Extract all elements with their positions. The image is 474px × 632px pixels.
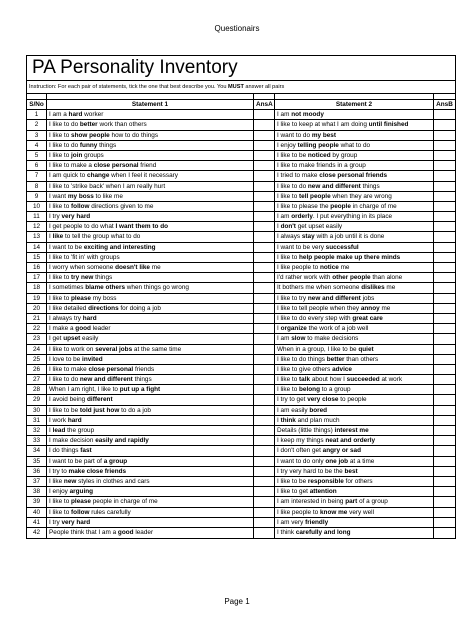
statement-2-cell: When in a group, I like to be quiet — [275, 345, 434, 354]
answer-a-cell[interactable] — [254, 406, 275, 415]
answer-a-cell[interactable] — [254, 375, 275, 384]
answer-b-cell[interactable] — [434, 182, 455, 191]
statement-1-cell: I like to make close personal friends — [47, 365, 254, 374]
row-number: 12 — [27, 222, 47, 231]
answer-a-cell[interactable] — [254, 355, 275, 364]
answer-a-cell[interactable] — [254, 192, 275, 201]
row-number: 37 — [27, 477, 47, 486]
answer-b-cell[interactable] — [434, 283, 455, 292]
table-row — [27, 283, 455, 293]
statement-2-cell: I like to give others advice — [275, 365, 434, 374]
statement-1-cell: I want to be exciting and interesting — [47, 243, 254, 252]
statement-1-cell: I try very hard — [47, 212, 254, 221]
statement-2-cell: I keep my things neat and orderly — [275, 436, 434, 445]
row-number: 20 — [27, 304, 47, 313]
answer-b-cell[interactable] — [434, 385, 455, 394]
answer-b-cell[interactable] — [434, 497, 455, 506]
answer-a-cell[interactable] — [254, 212, 275, 221]
answer-b-cell[interactable] — [434, 406, 455, 415]
statement-2-cell: I like to tell people when they annoy me — [275, 304, 434, 313]
statement-2-cell: I try very hard to be the best — [275, 467, 434, 476]
answer-a-cell[interactable] — [254, 263, 275, 272]
table-row — [27, 141, 455, 151]
statement-2-cell: I like to help people make up there minds — [275, 253, 434, 262]
answer-b-cell[interactable] — [434, 375, 455, 384]
answer-a-cell[interactable] — [254, 518, 275, 527]
statement-1-cell: I am quick to change when I feel it necessary — [47, 171, 254, 180]
table-row — [27, 345, 455, 355]
statement-2-cell: It bothers me when someone dislikes me — [275, 283, 434, 292]
answer-a-cell[interactable] — [254, 243, 275, 252]
statement-1-cell: I enjoy arguing — [47, 487, 254, 496]
row-number: 33 — [27, 436, 47, 445]
answer-b-cell[interactable] — [434, 131, 455, 140]
table-row — [27, 120, 455, 130]
statement-1-cell: I always try hard — [47, 314, 254, 323]
statement-1-cell: I like to follow rules carefully — [47, 508, 254, 517]
statement-1-cell: When I am right, I like to put up a fight — [47, 385, 254, 394]
statement-1-cell: I get upset easily — [47, 334, 254, 343]
table-row — [27, 477, 455, 487]
answer-a-cell[interactable] — [254, 171, 275, 180]
statement-2-cell: I try to get very close to people — [275, 395, 434, 404]
row-number: 3 — [27, 131, 47, 140]
statement-2-cell: I like to tell people when they are wrong — [275, 192, 434, 201]
row-number: 40 — [27, 508, 47, 517]
statement-1-cell: I like to do better work than others — [47, 120, 254, 129]
statement-2-cell: I want to do only one job at a time — [275, 457, 434, 466]
table-row — [27, 243, 455, 253]
row-number: 6 — [27, 161, 47, 170]
table-row — [27, 273, 455, 283]
row-number: 11 — [27, 212, 47, 221]
table-row — [27, 314, 455, 324]
answer-b-cell[interactable] — [434, 446, 455, 455]
statement-2-cell: I think carefully and long — [275, 528, 434, 538]
table-row — [27, 436, 455, 446]
answer-a-cell[interactable] — [254, 232, 275, 241]
table-row — [27, 355, 455, 365]
answer-a-cell[interactable] — [254, 161, 275, 170]
answer-a-cell[interactable] — [254, 222, 275, 231]
statement-1-cell: I avoid being different — [47, 395, 254, 404]
statement-2-cell: I don't often get angry or sad — [275, 446, 434, 455]
statement-1-cell: I like to 'strike back' when I am really hurt — [47, 182, 254, 191]
statement-2-cell: I am orderly. I put everything in its place — [275, 212, 434, 221]
answer-b-cell[interactable] — [434, 120, 455, 129]
answer-b-cell[interactable] — [434, 212, 455, 221]
statement-2-cell: I'd rather work with other people than alone — [275, 273, 434, 282]
answer-b-cell[interactable] — [434, 334, 455, 343]
statement-2-cell: Details (little things) interest me — [275, 426, 434, 435]
table-row — [27, 171, 455, 181]
table-row — [27, 334, 455, 344]
inventory-table — [26, 55, 456, 539]
statement-2-cell: I am not moody — [275, 110, 434, 119]
table-row — [27, 416, 455, 426]
answer-b-cell[interactable] — [434, 416, 455, 425]
statement-1-cell: I want to be part of a group — [47, 457, 254, 466]
answer-b-cell[interactable] — [434, 232, 455, 241]
statement-2-cell: I like to do new and different things — [275, 182, 434, 191]
answer-a-cell[interactable] — [254, 151, 275, 160]
answer-b-cell[interactable] — [434, 253, 455, 262]
answer-b-cell[interactable] — [434, 263, 455, 272]
table-body — [27, 110, 455, 538]
header-sno: S/No — [27, 100, 47, 109]
statement-1-cell: I like to try new things — [47, 273, 254, 282]
statement-1-cell: I like to tell the group what to do — [47, 232, 254, 241]
answer-a-cell[interactable] — [254, 334, 275, 343]
row-number: 24 — [27, 345, 47, 354]
statement-1-cell: I work hard — [47, 416, 254, 425]
row-number: 25 — [27, 355, 47, 364]
answer-a-cell[interactable] — [254, 141, 275, 150]
row-number: 10 — [27, 202, 47, 211]
statement-2-cell: I like to make friends in a group — [275, 161, 434, 170]
statement-2-cell: I like to do every step with great care — [275, 314, 434, 323]
statement-1-cell: I worry when someone doesn't like me — [47, 263, 254, 272]
statement-1-cell: I make decision easily and rapidly — [47, 436, 254, 445]
header-statement-1: Statement 1 — [47, 100, 254, 109]
answer-b-cell[interactable] — [434, 457, 455, 466]
table-row — [27, 202, 455, 212]
statement-2-cell: I like to talk about how I succeeded at work — [275, 375, 434, 384]
answer-b-cell[interactable] — [434, 110, 455, 119]
row-number: 28 — [27, 385, 47, 394]
row-number: 30 — [27, 406, 47, 415]
answer-b-cell[interactable] — [434, 314, 455, 323]
row-number: 42 — [27, 528, 47, 538]
statement-1-cell: I like to join groups — [47, 151, 254, 160]
answer-a-cell[interactable] — [254, 131, 275, 140]
row-number: 31 — [27, 416, 47, 425]
answer-b-cell[interactable] — [434, 426, 455, 435]
table-row — [27, 182, 455, 192]
statement-1-cell: I sometimes blame others when things go wrong — [47, 283, 254, 292]
header-ans-b: AnsB — [436, 101, 453, 108]
answer-b-cell[interactable] — [434, 294, 455, 303]
answer-b-cell[interactable] — [434, 273, 455, 282]
statement-2-cell: I like to keep at what I am doing until finished — [275, 120, 434, 129]
row-number: 17 — [27, 273, 47, 282]
statement-2-cell: I like to belong to a group — [275, 385, 434, 394]
statement-1-cell: I am a hard worker — [47, 110, 254, 119]
answer-a-cell[interactable] — [254, 497, 275, 506]
table-row — [27, 518, 455, 528]
table-row — [27, 446, 455, 456]
answer-a-cell[interactable] — [254, 385, 275, 394]
answer-a-cell[interactable] — [254, 283, 275, 292]
table-row — [27, 508, 455, 518]
row-number: 9 — [27, 192, 47, 201]
answer-b-cell[interactable] — [434, 395, 455, 404]
row-number: 38 — [27, 487, 47, 496]
answer-b-cell[interactable] — [434, 324, 455, 333]
answer-b-cell[interactable] — [434, 467, 455, 476]
table-row — [27, 253, 455, 263]
row-number: 22 — [27, 324, 47, 333]
table-row — [27, 110, 455, 120]
answer-a-cell[interactable] — [254, 253, 275, 262]
row-number: 23 — [27, 334, 47, 343]
answer-a-cell[interactable] — [254, 273, 275, 282]
page-header: Questionairs — [214, 24, 260, 33]
row-number: 27 — [27, 375, 47, 384]
row-number: 4 — [27, 141, 47, 150]
statement-1-cell: I lead the group — [47, 426, 254, 435]
statement-2-cell: I am slow to make decisions — [275, 334, 434, 343]
statement-2-cell: I want to do my best — [275, 131, 434, 140]
answer-b-cell[interactable] — [434, 355, 455, 364]
row-number: 2 — [27, 120, 47, 129]
answer-b-cell[interactable] — [434, 518, 455, 527]
instruction-text: Instruction: For each pair of statements, tick the one that best describe you. You MUST answer all pairs — [27, 81, 455, 94]
statement-2-cell: I always stay with a job until it is done — [275, 232, 434, 241]
row-number: 29 — [27, 395, 47, 404]
table-row — [27, 406, 455, 416]
statement-1-cell: I like to do new and different things — [47, 375, 254, 384]
answer-b-cell[interactable] — [434, 436, 455, 445]
answer-a-cell[interactable] — [254, 294, 275, 303]
table-row — [27, 365, 455, 375]
answer-a-cell[interactable] — [254, 324, 275, 333]
answer-b-cell[interactable] — [434, 528, 455, 538]
statement-1-cell: I try very hard — [47, 518, 254, 527]
answer-a-cell[interactable] — [254, 202, 275, 211]
statement-2-cell: I am very friendly — [275, 518, 434, 527]
statement-1-cell: I like to please people in charge of me — [47, 497, 254, 506]
table-row — [27, 151, 455, 161]
answer-b-cell[interactable] — [434, 141, 455, 150]
row-number: 21 — [27, 314, 47, 323]
answer-a-cell[interactable] — [254, 508, 275, 517]
statement-2-cell: I organize the work of a job well — [275, 324, 434, 333]
table-row — [27, 497, 455, 507]
answer-a-cell[interactable] — [254, 365, 275, 374]
table-row — [27, 324, 455, 334]
row-number: 13 — [27, 232, 47, 241]
row-number: 34 — [27, 446, 47, 455]
statement-1-cell: I like to work on several jobs at the same time — [47, 345, 254, 354]
inventory-title: PA Personality Inventory — [27, 56, 455, 81]
answer-a-cell[interactable] — [254, 304, 275, 313]
answer-a-cell[interactable] — [254, 477, 275, 486]
statement-1-cell: I like to please my boss — [47, 294, 254, 303]
table-row — [27, 263, 455, 273]
header-ans-a: AnsA — [254, 100, 275, 109]
row-number: 26 — [27, 365, 47, 374]
statement-1-cell: I try to make close friends — [47, 467, 254, 476]
statement-2-cell: I like to do things better than others — [275, 355, 434, 364]
answer-b-cell[interactable] — [434, 243, 455, 252]
answer-b-cell[interactable] — [434, 161, 455, 170]
statement-1-cell: I like to be told just how to do a job — [47, 406, 254, 415]
answer-a-cell[interactable] — [254, 446, 275, 455]
answer-a-cell[interactable] — [254, 467, 275, 476]
statement-1-cell: I like to follow directions given to me — [47, 202, 254, 211]
row-number: 15 — [27, 253, 47, 262]
answer-a-cell[interactable] — [254, 487, 275, 496]
table-row — [27, 457, 455, 467]
statement-2-cell: I like to get attention — [275, 487, 434, 496]
table-row — [27, 395, 455, 405]
table-row — [27, 161, 455, 171]
statement-2-cell: I like people to notice me — [275, 263, 434, 272]
statement-2-cell: I like people to know me very well — [275, 508, 434, 517]
answer-a-cell[interactable] — [254, 457, 275, 466]
statement-2-cell: I like to be responsible for others — [275, 477, 434, 486]
table-row — [27, 304, 455, 314]
answer-b-cell[interactable] — [434, 365, 455, 374]
answer-a-cell[interactable] — [254, 345, 275, 354]
table-row — [27, 212, 455, 222]
row-number: 41 — [27, 518, 47, 527]
statement-2-cell: I like to please the people in charge of me — [275, 202, 434, 211]
statement-2-cell: I like to be noticed by group — [275, 151, 434, 160]
statement-2-cell: I am easily bored — [275, 406, 434, 415]
row-number: 35 — [27, 457, 47, 466]
statement-2-cell: I tried to make close personal friends — [275, 171, 434, 180]
row-number: 36 — [27, 467, 47, 476]
row-number: 8 — [27, 182, 47, 191]
answer-a-cell[interactable] — [254, 416, 275, 425]
statement-1-cell: People think that I am a good leader — [47, 528, 254, 538]
row-number: 16 — [27, 263, 47, 272]
answer-b-cell[interactable] — [434, 487, 455, 496]
statement-1-cell: I like to make a close personal friend — [47, 161, 254, 170]
statement-1-cell: I like new styles in clothes and cars — [47, 477, 254, 486]
row-number: 32 — [27, 426, 47, 435]
table-row — [27, 375, 455, 385]
row-number: 1 — [27, 110, 47, 119]
table-row — [27, 528, 455, 538]
statement-1-cell: I make a good leader — [47, 324, 254, 333]
statement-2-cell: I want to be very successful — [275, 243, 434, 252]
answer-b-cell[interactable] — [434, 171, 455, 180]
row-number: 19 — [27, 294, 47, 303]
statement-2-cell: I am interested in being part of a group — [275, 497, 434, 506]
answer-a-cell[interactable] — [254, 110, 275, 119]
table-row — [27, 232, 455, 242]
table-row — [27, 487, 455, 497]
statement-2-cell: I don't get upset easily — [275, 222, 434, 231]
answer-b-cell[interactable] — [434, 202, 455, 211]
answer-a-cell[interactable] — [254, 426, 275, 435]
table-row — [27, 426, 455, 436]
row-number: 7 — [27, 171, 47, 180]
statement-1-cell: I want my boss to like me — [47, 192, 254, 201]
row-number: 39 — [27, 497, 47, 506]
answer-b-cell[interactable] — [434, 477, 455, 486]
table-row — [27, 294, 455, 304]
page-footer: Page 1 — [224, 597, 250, 606]
answer-b-cell[interactable] — [434, 304, 455, 313]
table-row — [27, 192, 455, 202]
answer-a-cell[interactable] — [254, 436, 275, 445]
statement-1-cell: I like to do funny things — [47, 141, 254, 150]
answer-b-cell[interactable] — [434, 508, 455, 517]
answer-a-cell[interactable] — [254, 528, 275, 538]
table-row — [27, 222, 455, 232]
statement-1-cell: I get people to do what I want them to do — [47, 222, 254, 231]
statement-1-cell: I do things fast — [47, 446, 254, 455]
statement-1-cell: I love to be invited — [47, 355, 254, 364]
answer-a-cell[interactable] — [254, 120, 275, 129]
statement-2-cell: I like to try new and different jobs — [275, 294, 434, 303]
answer-a-cell[interactable] — [254, 182, 275, 191]
column-header-row — [27, 100, 455, 110]
answer-b-cell[interactable] — [434, 222, 455, 231]
statement-1-cell: I like to 'fit in' with groups — [47, 253, 254, 262]
answer-b-cell[interactable] — [434, 345, 455, 354]
table-row — [27, 131, 455, 141]
statement-1-cell: I like detailed directions for doing a job — [47, 304, 254, 313]
statement-2-cell: I enjoy telling people what to do — [275, 141, 434, 150]
statement-2-cell: I think and plan much — [275, 416, 434, 425]
row-number: 18 — [27, 283, 47, 292]
answer-b-cell[interactable] — [434, 151, 455, 160]
header-statement-2: Statement 2 — [275, 100, 434, 109]
table-row — [27, 467, 455, 477]
answer-a-cell[interactable] — [254, 314, 275, 323]
answer-b-cell[interactable] — [434, 192, 455, 201]
statement-1-cell: I like to show people how to do things — [47, 131, 254, 140]
row-number: 14 — [27, 243, 47, 252]
answer-a-cell[interactable] — [254, 395, 275, 404]
table-row — [27, 385, 455, 395]
row-number: 5 — [27, 151, 47, 160]
